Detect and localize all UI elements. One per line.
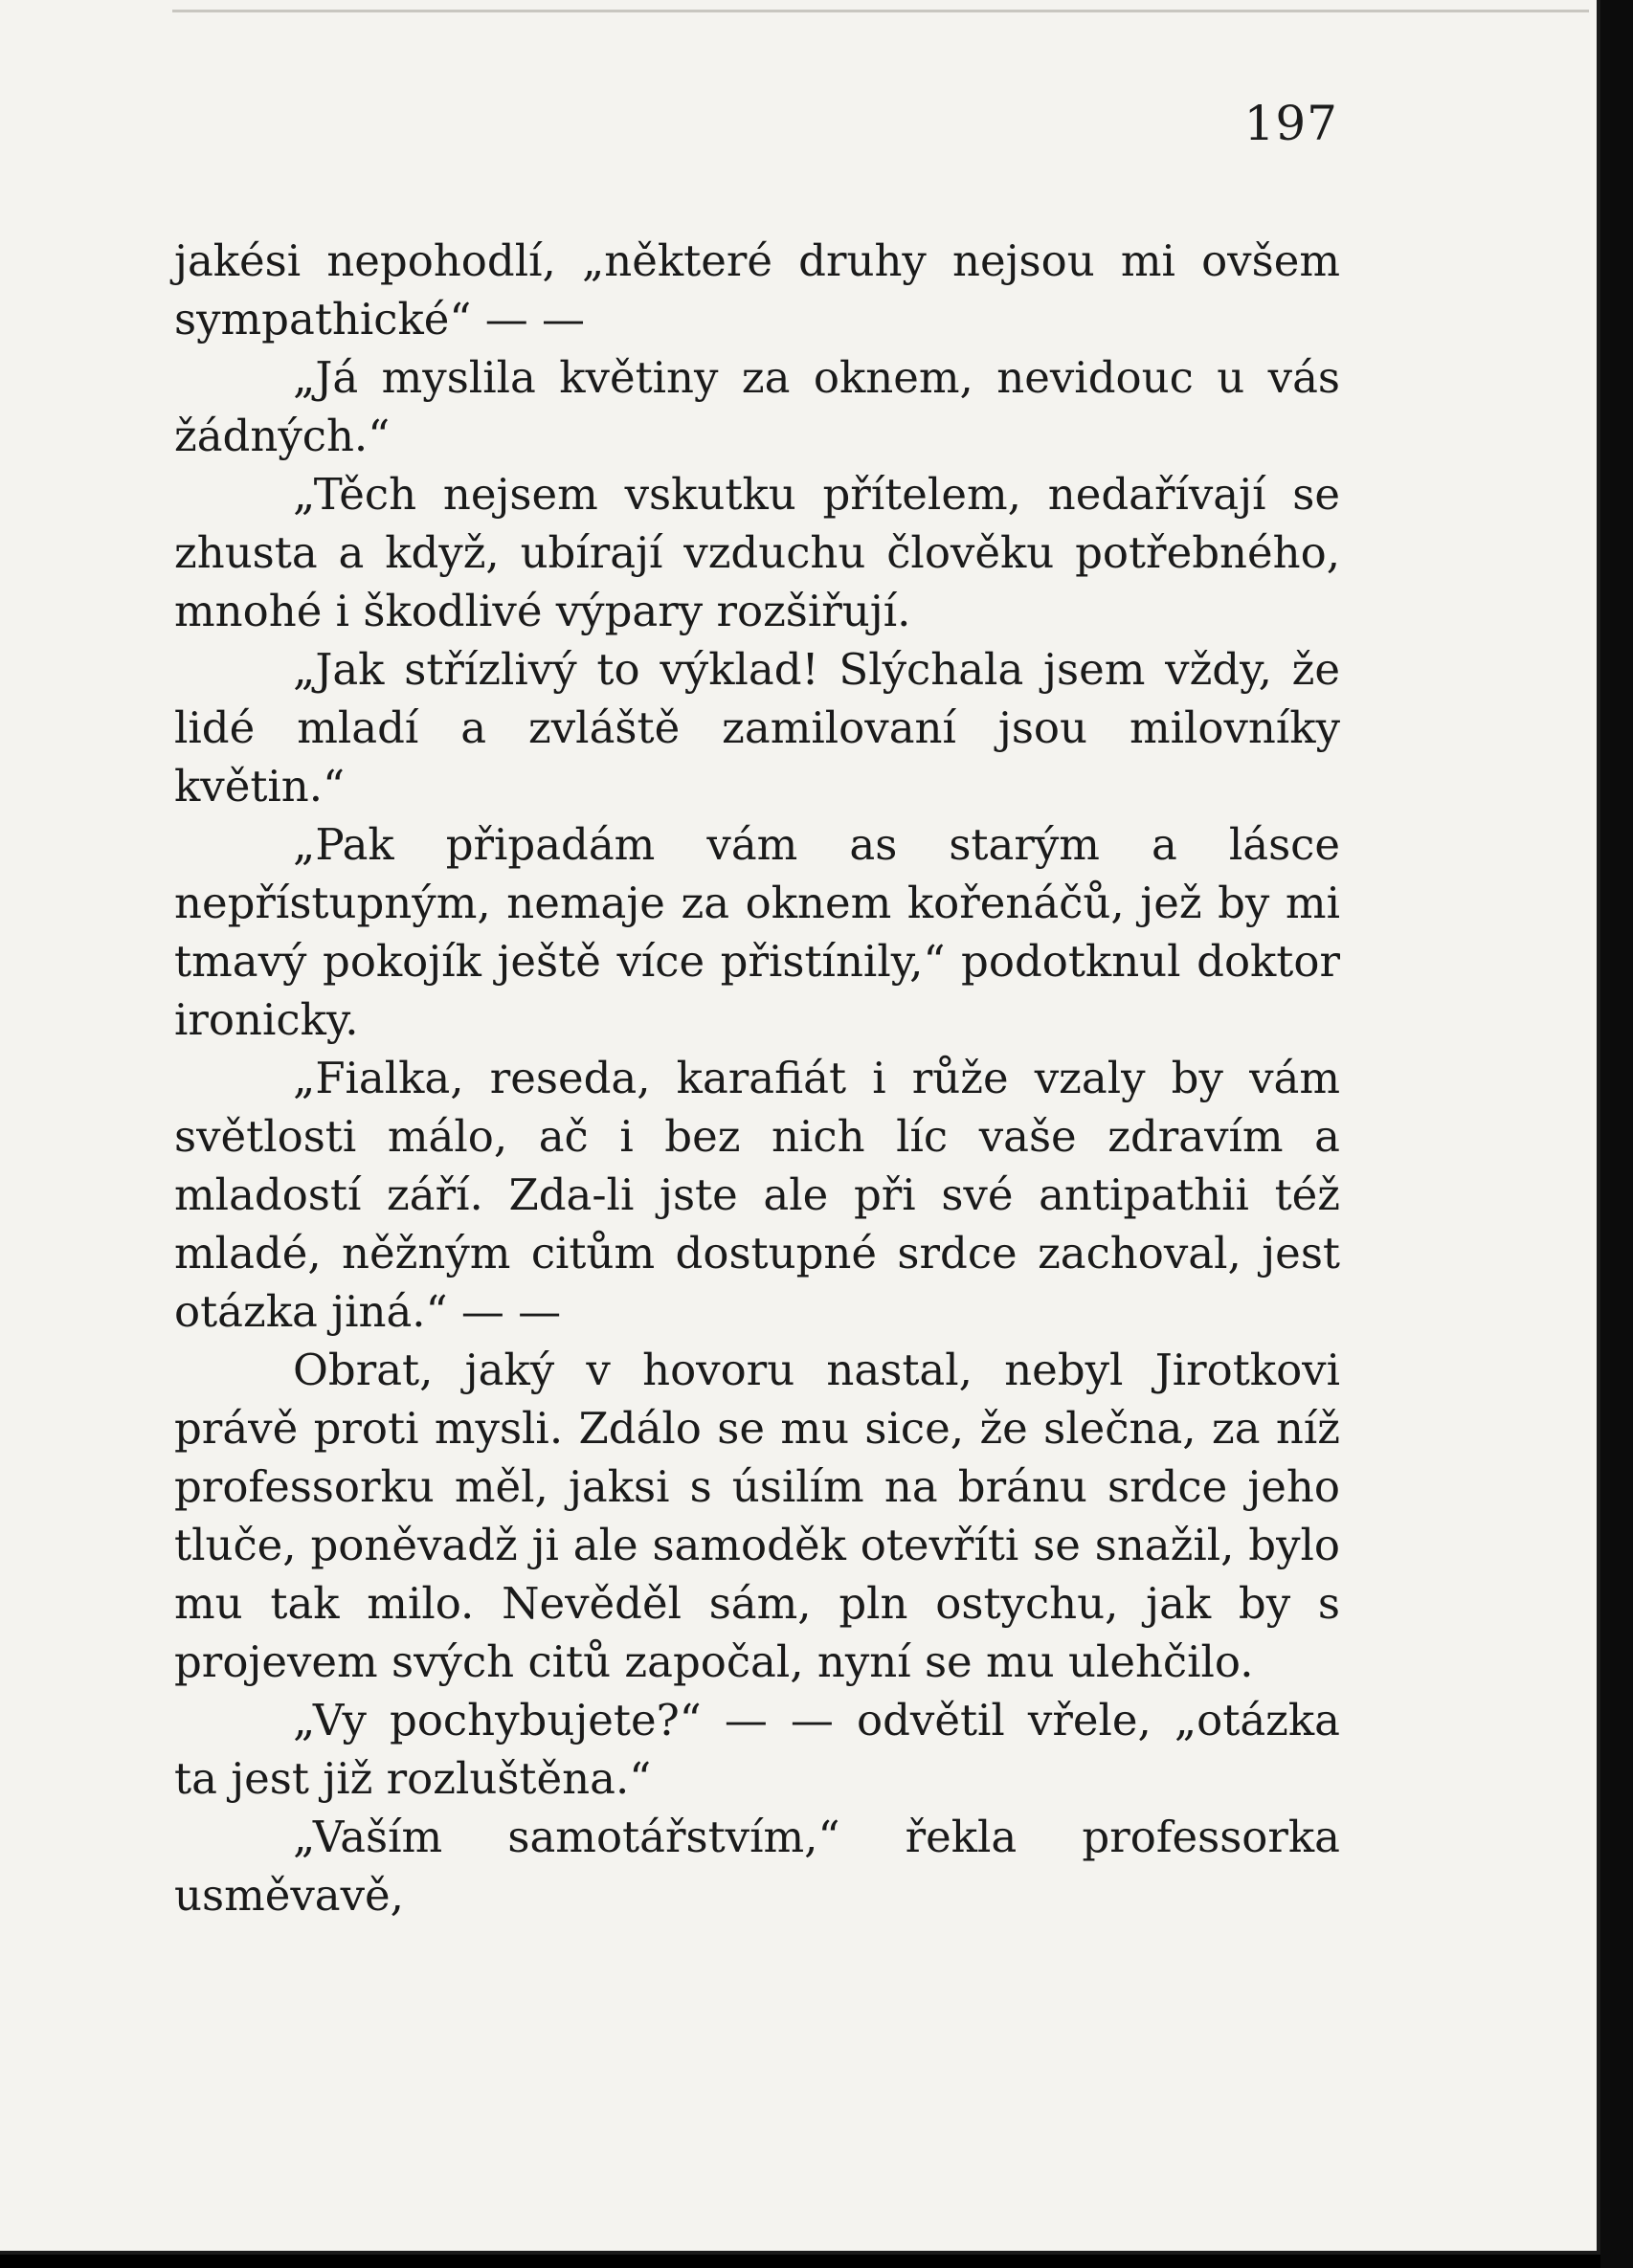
paragraph: „Jak střízlivý to výklad! Slýchala jsem vždy, že lidé mladí a zvláště zamilovaní jsou milovníky květin.“	[174, 644, 1340, 812]
page-top-edge	[172, 10, 1589, 12]
paragraph: Obrat, jaký v hovoru nastal, nebyl Jirotkovi právě proti mysli. Zdálo se mu sice, že slečna, za níž professorku měl, jaksi s úsilím na bránu srdce jeho tluče, poněvadž ji ale samoděk otevříti se snažil, bylo mu tak milo. Nevěděl sám, pln ostychu, jak by s projevem svých citů započal, nyní se mu ulehčilo.	[174, 1345, 1340, 1687]
page-number: 197	[1243, 96, 1338, 151]
body-text	[174, 232, 1340, 1924]
paragraph: „Těch nejsem vskutku přítelem, nedařívají se zhusta a když, ubírají vzduchu člověku potřebného, mnohé i škodlivé výpary rozšiřují.	[174, 469, 1340, 636]
paragraph: „Fialka, reseda, karafiát i růže vzaly by vám světlosti málo, ač i bez nich líc vaše zdravím a mladostí září. Zda-li jste ale při své antipathii též mladé, něžným citům dostupné srdce zachoval, jest otázka jiná.“ — —	[174, 1053, 1340, 1337]
paragraph: „Já myslila květiny za oknem, nevidouc u vás žádných.“	[174, 352, 1340, 461]
scan-edge	[1600, 0, 1633, 2268]
paragraph: jakési nepohodlí, „některé druhy nejsou mi ovšem sympathické“ — —	[174, 235, 1340, 345]
paragraph: „Pak připadám vám as starým a lásce nepřístupným, nemaje za oknem kořenáčů, jež by mi tmavý pokojík ještě více přistínily,“ podotknul doktor ironicky.	[174, 819, 1340, 1045]
paragraph: „Vy pochybujete?“ — — odvětil vřele, „otázka ta jest již rozluštěna.“	[174, 1695, 1340, 1804]
paragraph: „Vaším samotářstvím,“ řekla professorka usměvavě,	[174, 1812, 1340, 1921]
